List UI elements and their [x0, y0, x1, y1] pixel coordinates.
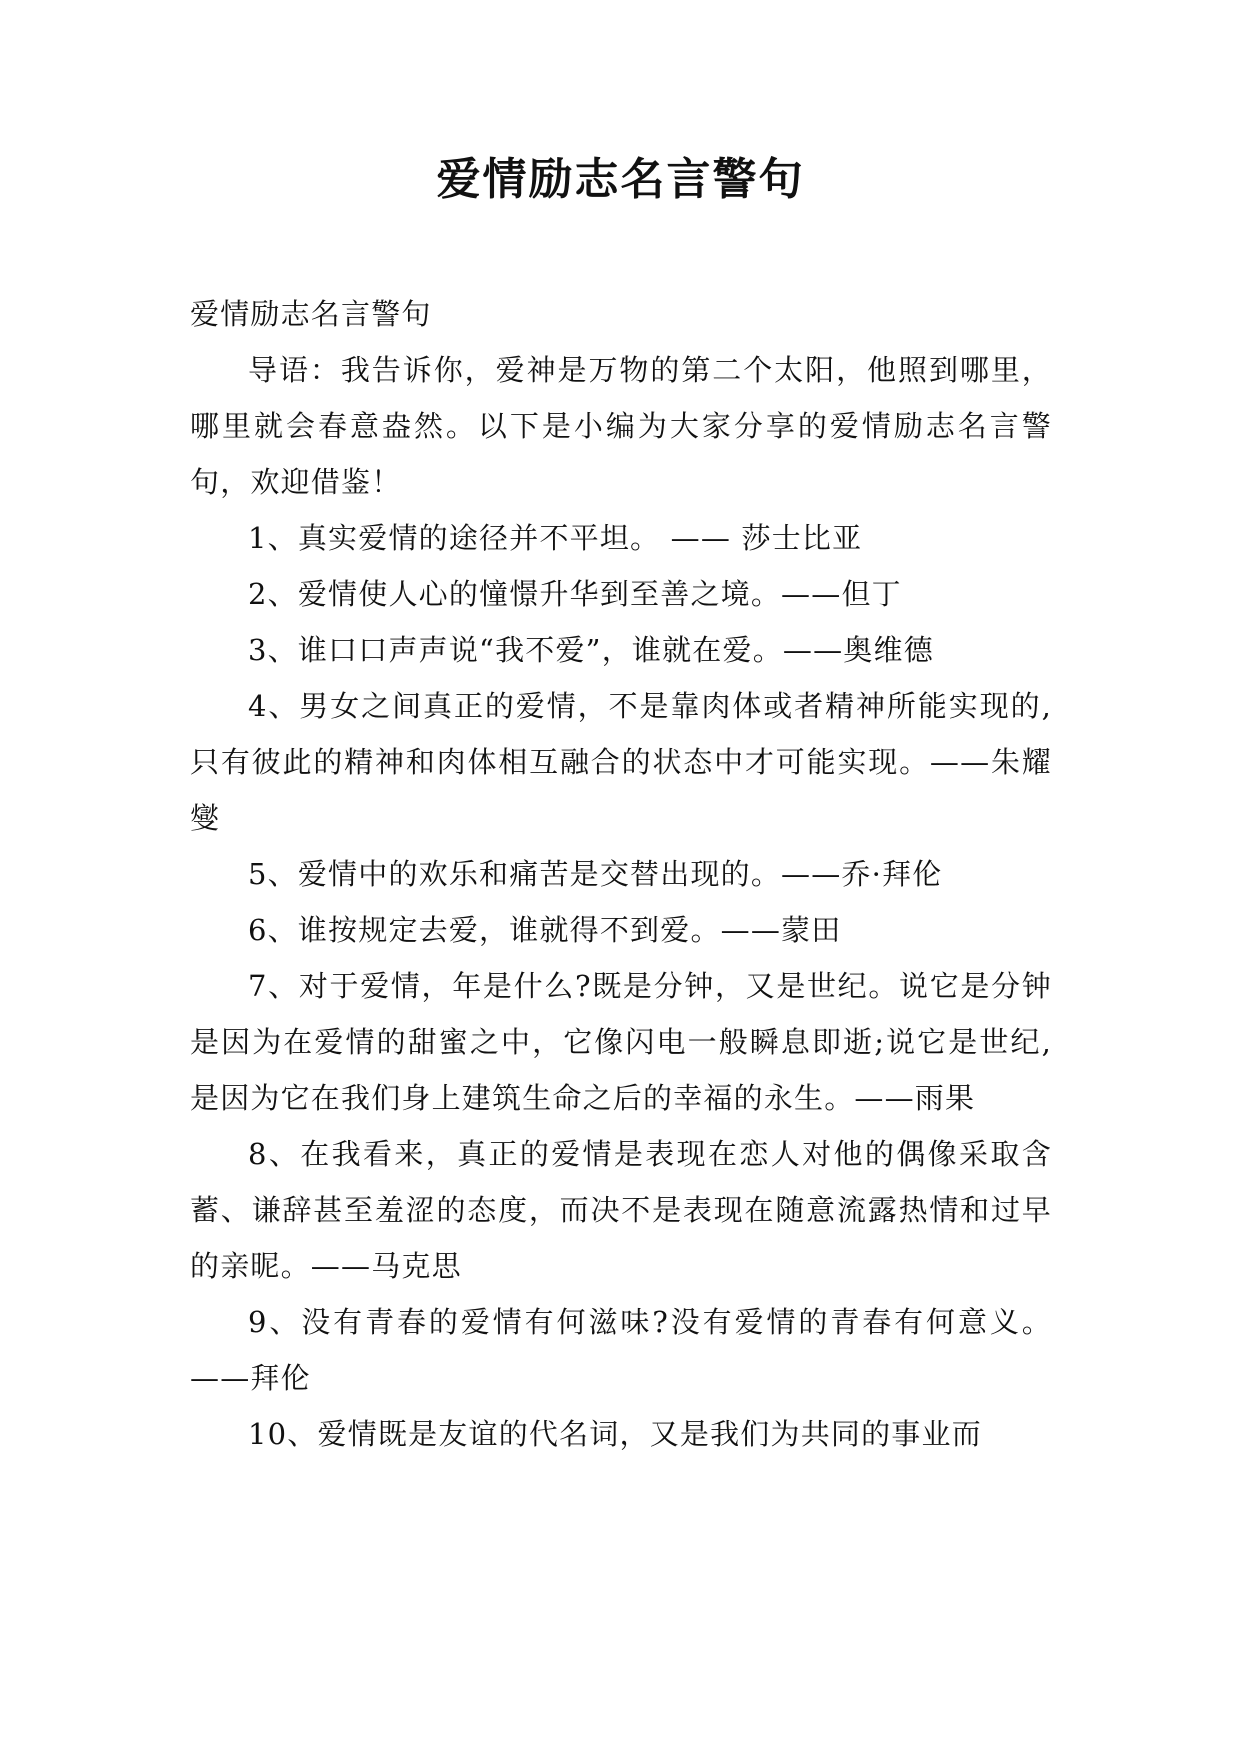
quote-paragraph: 3、谁口口声声说“我不爱”，谁就在爱。——奥维德: [248, 633, 934, 667]
quote-paragraph: 1、真实爱情的途径并不平坦。 —— 莎士比亚: [248, 521, 863, 555]
quote-paragraph: 4、男女之间真正的爱情，不是靠肉体或者精神所能实现的,只有彼此的精神和肉体相互融合的状态中才可能实现。——朱耀燮: [190, 689, 1052, 835]
document-subtitle: 爱情励志名言警句: [190, 297, 432, 331]
quote-paragraph: 7、对于爱情，年是什么?既是分钟，又是世纪。说它是分钟是因为在爱情的甜蜜之中，它像闪电一般瞬息即逝;说它是世纪,是因为它在我们身上建筑生命之后的幸福的永生。——雨果: [190, 969, 1052, 1115]
quote-paragraph: 5、爱情中的欢乐和痛苦是交替出现的。——乔·拜伦: [248, 857, 943, 891]
quote-paragraph: 2、爱情使人心的憧憬升华到至善之境。——但丁: [248, 577, 902, 611]
intro-paragraph: 导语：我告诉你，爱神是万物的第二个太阳，他照到哪里，哪里就会春意盎然。以下是小编为大家分享的爱情励志名言警句，欢迎借鉴！: [190, 353, 1052, 499]
quote-paragraph: 10、爱情既是友谊的代名词，又是我们为共同的事业而: [248, 1417, 982, 1451]
document-title: 爱情励志名言警句: [436, 154, 805, 205]
quote-paragraph: 8、在我看来，真正的爱情是表现在恋人对他的偶像采取含蓄、谦辞甚至羞涩的态度，而决不是表现在随意流露热情和过早的亲昵。——马克思: [190, 1137, 1052, 1283]
quote-paragraph: 9、没有青春的爱情有何滋味?没有爱情的青春有何意义。——拜伦: [190, 1305, 1052, 1395]
quote-paragraph: 6、谁按规定去爱，谁就得不到爱。——蒙田: [248, 913, 842, 947]
document-body: [190, 286, 1052, 1462]
